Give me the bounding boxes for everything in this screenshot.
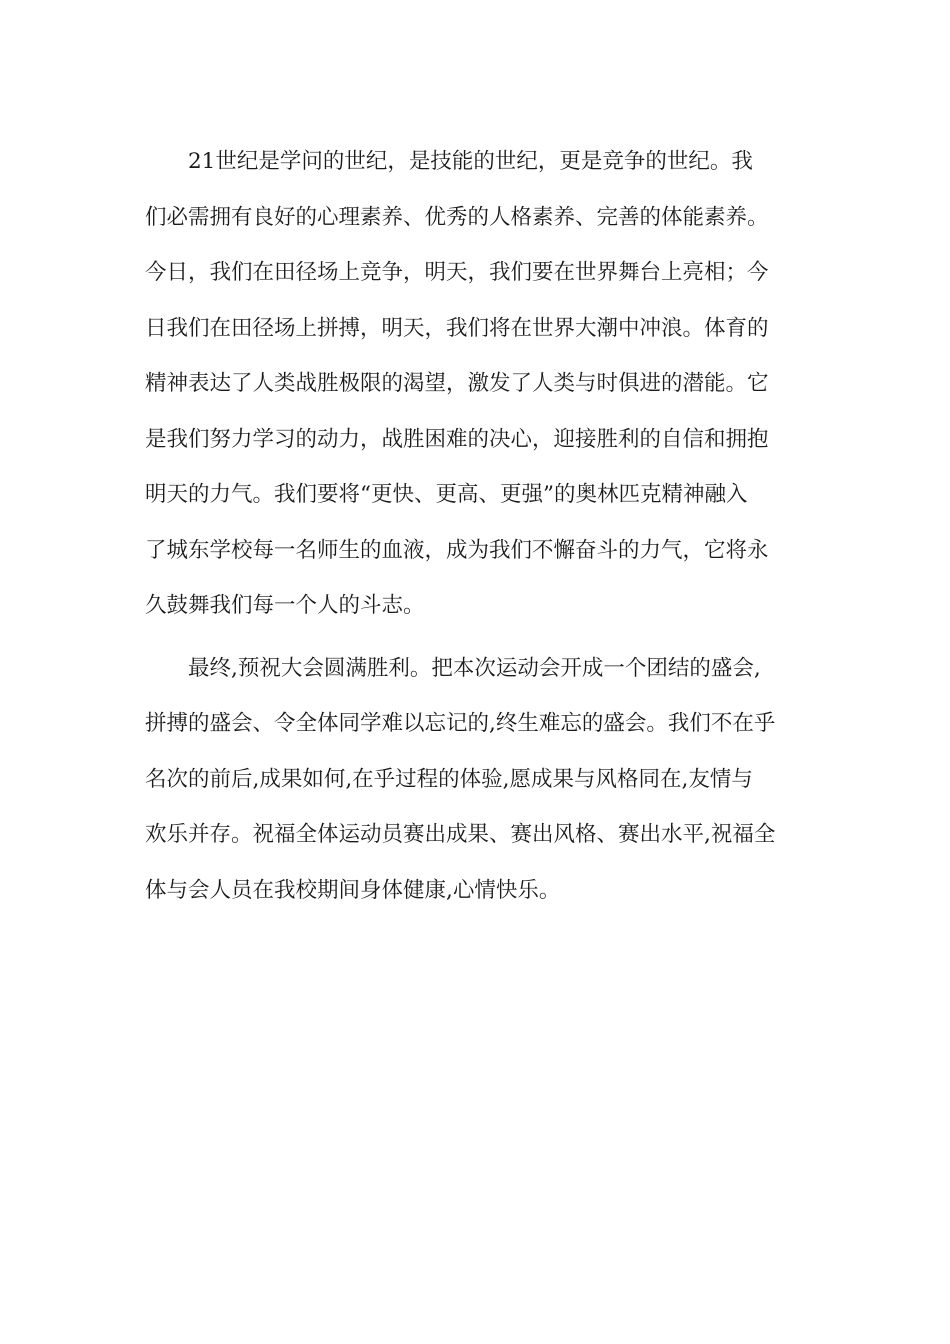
paragraph-closing-wishes bbox=[145, 641, 810, 919]
text-line: 日我们在田径场上拼搏，明天，我们将在世界大潮中冲浪。体育的 bbox=[145, 315, 769, 341]
text-line: 是我们努力学习的动力，战胜困难的决心，迎接胜利的自信和拥抱 bbox=[145, 426, 769, 452]
text-line: 名次的前后,成果如何,在乎过程的体验,愿成果与风格同在,友情与 bbox=[145, 766, 753, 792]
document-body bbox=[145, 134, 810, 918]
text-line: 欢乐并存。祝福全体运动员赛出成果、赛出风格、赛出水平,祝福全 bbox=[145, 822, 776, 847]
text-line: 21世纪是学问的世纪，是技能的世纪，更是竞争的世纪。我 bbox=[145, 149, 753, 174]
text-line: 拼搏的盛会、令全体同学难以忘记的,终生难忘的盛会。我们不在乎 bbox=[145, 711, 776, 736]
text-line: 了城东学校每一名师生的血液，成为我们不懈奋斗的力气，它将永 bbox=[145, 537, 769, 563]
text-line: 今日，我们在田径场上竞争，明天，我们要在世界舞台上亮相；今 bbox=[145, 260, 769, 285]
paragraph-spacer bbox=[145, 634, 810, 641]
text-line: 们必需拥有良好的心理素养、优秀的人格素养、完善的体能素养。 bbox=[145, 204, 769, 230]
text-line: 精神表达了人类战胜极限的渴望，激发了人类与时俱进的潜能。它 bbox=[145, 371, 769, 396]
text-line: 最终,预祝大会圆满胜利。把本次运动会开成一个团结的盛会, bbox=[145, 655, 761, 681]
text-line: 明天的力气。我们要将“更快、更高、更强”的奥林匹克精神融入 bbox=[145, 482, 748, 507]
text-line: 体与会人员在我校期间身体健康,心情快乐。 bbox=[145, 877, 561, 903]
text-line: 久鼓舞我们每一个人的斗志。 bbox=[145, 593, 425, 618]
paragraph-olympic-spirit bbox=[145, 134, 810, 634]
